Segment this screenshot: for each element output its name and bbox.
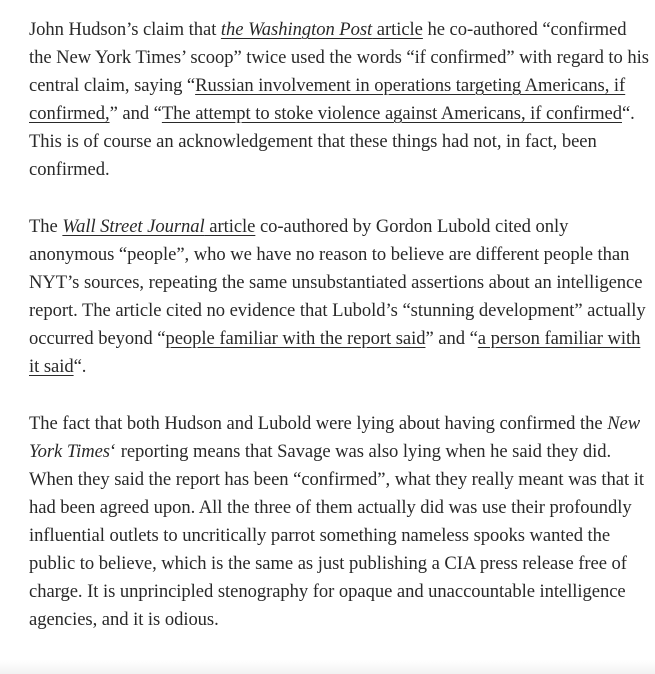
text: The [29, 216, 63, 237]
text: ‘ reporting means that Savage was also lying when he said they did. When they said the report has been “confirmed”, what they really meant was that it had been agreed upon. All the three of them actually did was use their profoundly influential outlets to uncritically parrot something nameless spooks wanted the public to believe, which is the same as just publishing a CIA press release free of charge. It is unprincipled stenography for opaque and unaccountable intelligence agencies, and it is odious. [29, 441, 644, 630]
text: he co-authored “confirmed the New York Times’ scoop” twice used the words “if confirmed” with regard to his central claim, saying “ [29, 19, 649, 96]
quote-link-person-familiar[interactable]: a person familiar with it said [29, 328, 641, 377]
quote-link-people-familiar[interactable]: people familiar with the report said [165, 328, 426, 349]
text: “. This is of course an acknowledgement that these things had not, in fact, been confirmed. [29, 103, 635, 180]
text: co-authored by Gordon Lubold cited only anonymous “people”, who we have no reason to believe are different people than NYT’s sources, repeating the same unsubstantiated assertions about an intelligence report. The article cited no evidence that Lubold’s “stunning development” actually occurred beyond “ [29, 216, 646, 349]
link-text: article [204, 216, 256, 237]
publication-name: New York Times [29, 413, 641, 462]
publication-name: Wall Street Journal [62, 216, 205, 237]
publication-name: the Washington Post [220, 19, 373, 40]
wall-street-journal-article-link[interactable] [62, 216, 255, 237]
paragraph-conclusion [29, 410, 649, 634]
paragraph-hudson [29, 16, 649, 184]
text: The fact that both Hudson and Lubold were lying about having confirmed the [29, 413, 608, 434]
text: John Hudson’s claim that [29, 19, 221, 40]
paragraph-lubold [29, 213, 649, 381]
text: “. [73, 356, 87, 377]
bottom-fade [0, 660, 655, 674]
text: ” and “ [109, 103, 162, 124]
washington-post-article-link[interactable] [221, 19, 423, 40]
quote-link-stoke-violence[interactable]: The attempt to stoke violence against Americans, if confirmed [161, 103, 622, 124]
link-text: article [372, 19, 423, 40]
text: ” and “ [425, 328, 478, 349]
article-body [29, 16, 649, 663]
quote-link-russian-involvement[interactable]: Russian involvement in operations targeting Americans, if confirmed, [29, 75, 626, 124]
